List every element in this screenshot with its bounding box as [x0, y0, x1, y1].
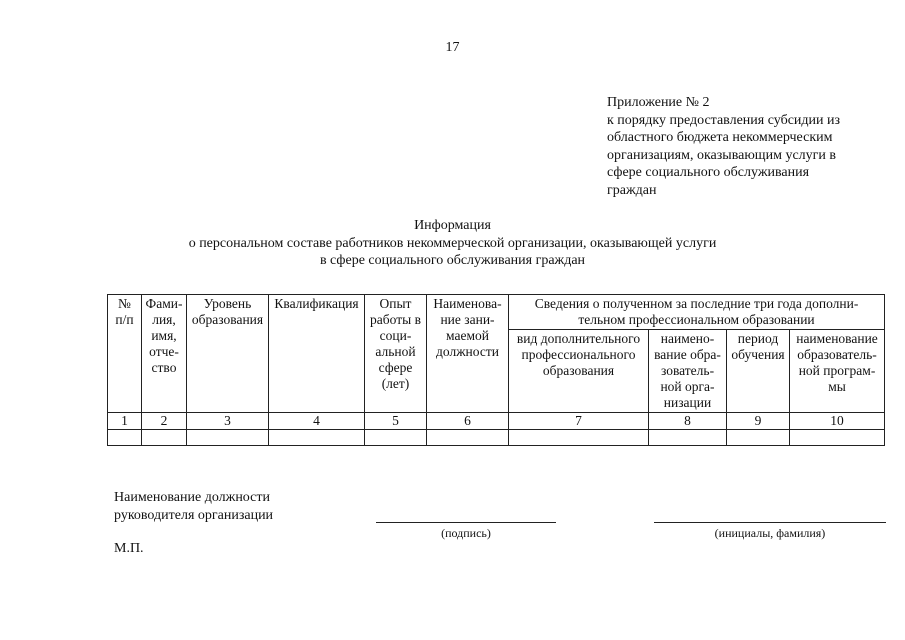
header-additional-training: Сведения о полученном за последние три года дополни- тельном профессиональном образовании [509, 295, 885, 330]
table-cell [142, 430, 187, 446]
head-position-line: Наименование должности [114, 490, 270, 505]
column-number: 4 [269, 413, 365, 430]
title-heading: Информация [414, 218, 491, 233]
column-number: 5 [365, 413, 427, 430]
column-number: 6 [427, 413, 509, 430]
signature-line [376, 522, 556, 523]
appendix-line: областного бюджета некоммерческим [607, 130, 833, 145]
column-number: 10 [790, 413, 885, 430]
header-qualification: Квалификация [269, 295, 365, 413]
header-training-period: период обучения [727, 330, 790, 413]
head-position-label [114, 489, 273, 525]
header-education-level: Уровень образования [187, 295, 269, 413]
column-number-row [108, 413, 885, 430]
table-row [108, 430, 885, 446]
column-number: 3 [187, 413, 269, 430]
initials-caption: (инициалы, фамилия) [714, 526, 826, 540]
staff-table [107, 294, 885, 446]
column-number: 8 [649, 413, 727, 430]
table-cell [187, 430, 269, 446]
header-position: Наименова- ние зани- маемой должности [427, 295, 509, 413]
table-cell [365, 430, 427, 446]
appendix-line: граждан [607, 182, 657, 198]
table-cell [269, 430, 365, 446]
table-cell [427, 430, 509, 446]
table-cell [509, 430, 649, 446]
header-training-program: наименование образователь- ной програм- мы [790, 330, 885, 413]
appendix-line: к порядку предоставления субсидии из [607, 112, 841, 128]
table-cell [727, 430, 790, 446]
head-position-line: руководителя организации [114, 508, 274, 523]
column-number: 2 [142, 413, 187, 430]
table-cell [649, 430, 727, 446]
stamp-place-label: М.П. [114, 541, 144, 556]
header-training-organization: наимено- вание обра- зователь- ной орга- низации [649, 330, 727, 413]
table-cell [108, 430, 142, 446]
signature-caption: (подпись) [441, 526, 491, 540]
page-number: 17 [445, 40, 460, 55]
column-number: 9 [727, 413, 790, 430]
title-line: в сфере социального обслуживания граждан [319, 253, 586, 268]
header-number: № п/п [108, 295, 142, 413]
header-full-name: Фами- лия, имя, отче- ство [142, 295, 187, 413]
initials-line [654, 522, 886, 523]
appendix-line: организациям, оказывающим услуги в [607, 147, 836, 163]
table-cell [790, 430, 885, 446]
column-number: 1 [108, 413, 142, 430]
appendix-header [607, 94, 877, 199]
header-training-type: вид дополнительного профессионального образования [509, 330, 649, 413]
header-experience: Опыт работы в соци- альной сфере (лет) [365, 295, 427, 413]
title-line: о персональном составе работников некоммерческой организации, оказывающей услуги [188, 235, 717, 251]
appendix-line: сфере социального обслуживания [607, 165, 810, 180]
column-number: 7 [509, 413, 649, 430]
appendix-title: Приложение № 2 [607, 95, 710, 110]
document-title [0, 217, 905, 270]
